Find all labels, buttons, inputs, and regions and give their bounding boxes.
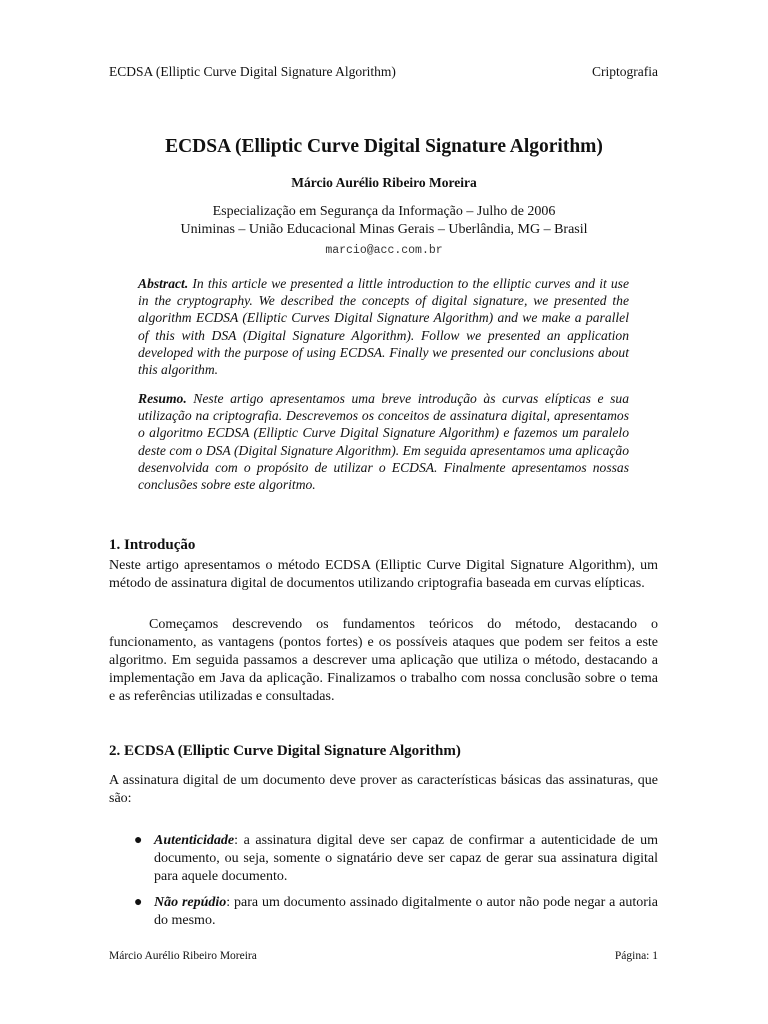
author-name: Márcio Aurélio Ribeiro Moreira <box>291 175 477 190</box>
affiliation-line-1: Especialização em Segurança da Informação – Julho de 2006 <box>212 204 556 219</box>
paragraph-ecdsa-1: A assinatura digital de um documento deve prover as características básicas das assinaturas, que são: <box>109 773 658 806</box>
page-number: Página: 1 <box>614 950 658 962</box>
bullet-term: Não repúdio <box>154 895 227 910</box>
list-item <box>109 894 658 930</box>
running-header-title: ECDSA (Elliptic Curve Digital Signature Algorithm) <box>109 64 396 79</box>
bullet-text: : para um documento assinado digitalmente o autor não pode negar a autoria do mesmo. <box>154 895 658 928</box>
affiliation <box>0 203 768 239</box>
footer-author: Márcio Aurélio Ribeiro Moreira <box>109 950 257 962</box>
running-header <box>109 64 658 80</box>
running-header-topic: Criptografia <box>592 64 658 79</box>
paper-title: ECDSA (Elliptic Curve Digital Signature Algorithm) <box>165 136 603 157</box>
paragraph-intro-2: Começamos descrevendo os fundamentos teóricos do método, destacando o funcionamento, as vantagens (pontos fortes) e os possíveis ataques que podem ser feitos a este algoritmo. Em seguida passamos a descrever uma aplicação que utiliza o método, destacando a implementação em Java da aplicação. Finalizamos o trabalho com nossa conclusão sobre o tema e as referências utilizadas e consultadas. <box>109 617 658 704</box>
resumo-text: Neste artigo apresentamos uma breve introdução às curvas elípticas e sua utilização na criptografia. Descrevemos os conceitos de assinatura digital, apresentamos o algoritmo ECDSA (Elliptic Curve Digital Signature Algorithm) e fazemos um paralelo deste com o DSA (Digital Signature Algorithm). Em seguida apresentamos uma aplicação desenvolvida com o propósito de utilizar o ECDSA. Finalmente apresentamos nossas conclusões sobre este algoritmo. <box>138 391 629 493</box>
section-heading-ecdsa: 2. ECDSA (Elliptic Curve Digital Signature Algorithm) <box>109 743 461 759</box>
bullet-icon: ● <box>134 833 143 848</box>
bullet-term: Autenticidade <box>154 833 235 848</box>
affiliation-line-2: Uniminas – União Educacional Minas Gerais – Uberlândia, MG – Brasil <box>180 222 588 237</box>
bullet-list <box>109 832 658 938</box>
list-item <box>109 832 658 886</box>
abstract-lead: Abstract. <box>138 276 189 291</box>
abstract-english <box>138 275 629 378</box>
page-footer <box>109 950 658 962</box>
section-heading-introduction: 1. Introdução <box>109 537 196 553</box>
paragraph-intro-1: Neste artigo apresentamos o método ECDSA (Elliptic Curve Digital Signature Algorithm), um método de assinatura digital de documentos utilizando criptografia baseada em curvas elípticas. <box>109 558 658 591</box>
author-email: marcio@acc.com.br <box>325 244 443 257</box>
abstract-portuguese <box>138 390 629 493</box>
resumo-lead: Resumo. <box>138 391 187 406</box>
abstract-text: In this article we presented a little introduction to the elliptic curves and it use in the cryptography. We described the concepts of digital signature, we presented the algorithm ECDSA (Elliptic Curves Digital Signature Algorithm) and we make a parallel of this with DSA (Digital Signature Algorithm). Follow we presented an application developed with the purpose of using ECDSA. Finally we presented our conclusions about this algorithm. <box>138 276 629 378</box>
bullet-icon: ● <box>134 895 143 910</box>
bullet-text: : a assinatura digital deve ser capaz de confirmar a autenticidade de um documento, ou seja, somente o signatário deve ser capaz de gerar sua assinatura digital para aquele documento. <box>154 833 658 884</box>
